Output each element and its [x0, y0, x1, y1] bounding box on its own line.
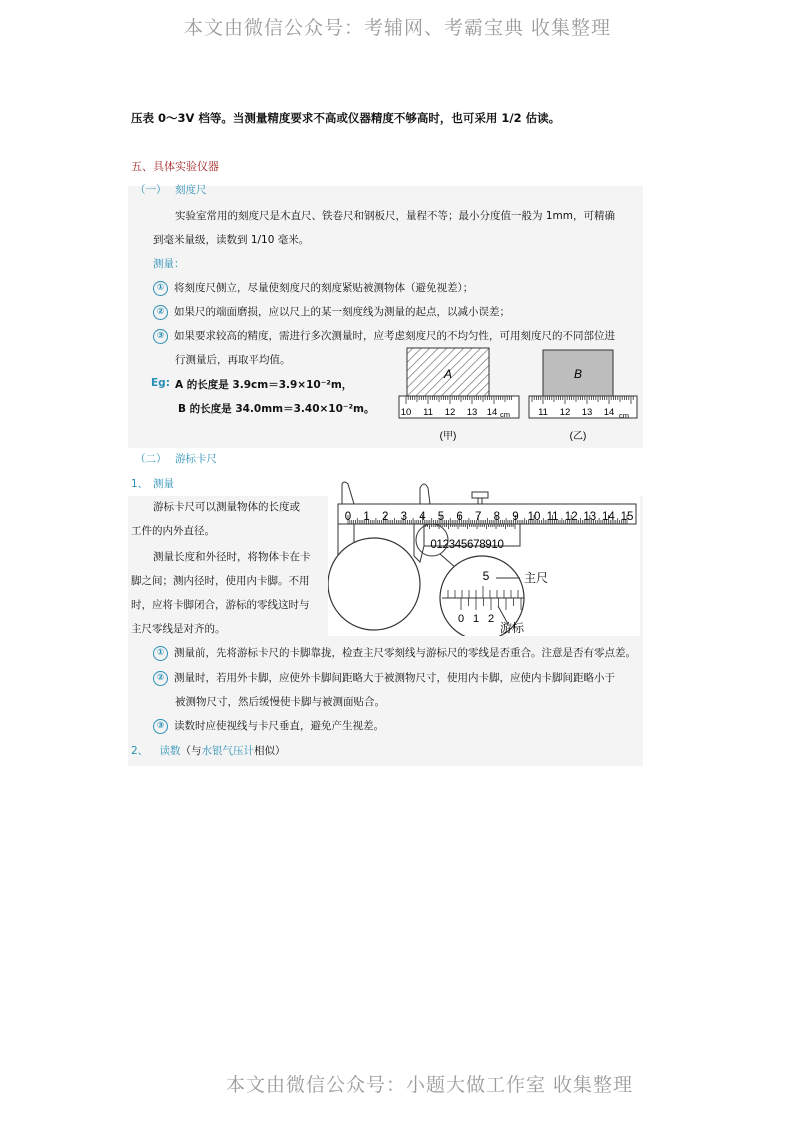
zoom-vernier-number: 2	[487, 613, 495, 625]
main-scale-number: 4	[419, 511, 426, 523]
step-text: 测量时，若用外卡脚，应使外卡脚间距略大于被测物尺寸，使用内卡脚，应使内卡脚间距略小于	[174, 672, 615, 684]
main-scale-number: 8	[493, 511, 501, 523]
main-scale-number: 5	[437, 511, 445, 523]
section-title: 五、具体实验仪器	[131, 160, 219, 173]
step-number: ②	[153, 305, 168, 320]
caliper-sub2: 读数	[159, 745, 181, 757]
main-scale-number: 7	[474, 511, 482, 523]
barometer-link[interactable]: 水银气压计	[201, 745, 255, 757]
caliper-step-1	[153, 645, 636, 661]
tick-label: 11	[423, 407, 433, 418]
step-number: ②	[153, 671, 168, 686]
vernier-caliper-figure	[328, 476, 640, 636]
eg-a: A 的长度是 3.9cm＝3.9×10⁻²m，	[175, 379, 353, 391]
main-scale-number: 1	[363, 511, 370, 523]
step-number: ①	[153, 646, 168, 661]
intro-line: 压表 0～3V 档等。当测量精度要求不高或仪器精度不够高时，也可采用 1/2 估读。	[131, 111, 561, 125]
caption-jia: (甲)	[439, 431, 457, 442]
step-number: ③	[153, 329, 168, 344]
block-b-label: B	[573, 367, 583, 381]
main-scale-number: 3	[400, 511, 408, 523]
main-scale-number: 11	[546, 511, 559, 523]
caliper-heading-num: （二）	[135, 453, 167, 465]
main-scale-number: 13	[583, 511, 597, 523]
caliper-para1-line1: 游标卡尺可以测量物体的长度或	[153, 501, 300, 513]
tick-label: 13	[466, 407, 478, 418]
unit-label: cm	[500, 410, 510, 419]
caliper-para2-line2: 脚之间；测内径时，使用内卡脚。不用	[131, 575, 310, 587]
block-a-label: A	[443, 367, 453, 381]
step-text: 如果尺的端面磨损，应以尺上的某一刻度线为测量的起点，以减小误差；	[174, 306, 510, 318]
caliper-step-3	[153, 718, 384, 734]
caliper-para1-line2: 工件的内外直径。	[131, 525, 215, 537]
main-scale-number: 14	[602, 511, 615, 523]
measured-object	[328, 538, 420, 630]
label-vernier: 游标	[500, 621, 525, 635]
caliper-para2-line4: 主尺零线是对齐的。	[131, 623, 226, 635]
eg-b: B 的长度是 34.0mm＝3.40×10⁻²m。	[178, 403, 375, 415]
unit-label: cm	[619, 411, 629, 420]
caliper-step-2	[153, 670, 615, 686]
tick-label: 12	[444, 407, 456, 418]
main-scale-number: 10	[527, 511, 541, 523]
caliper-sub2-line	[131, 743, 286, 758]
ruler-step-2	[153, 304, 510, 320]
caption-yi: (乙)	[569, 431, 587, 442]
ruler-measure-label: 测量：	[153, 258, 185, 270]
zoom-main-number: 5	[482, 569, 490, 583]
tick-label: 11	[538, 407, 548, 418]
step-text: 读数时应使视线与卡尺垂直，避免产生视差。	[174, 720, 384, 732]
main-scale-number: 15	[620, 511, 634, 523]
caliper-sub1-num: 1、	[131, 478, 149, 490]
tick-label: 14	[486, 407, 498, 418]
caliper-para2-line3: 时，应将卡脚闭合，游标的零线这时与	[131, 599, 310, 611]
label-main-scale: 主尺	[524, 571, 549, 585]
main-scale-number: 9	[512, 511, 519, 523]
zoom-vernier-number: 0	[457, 613, 465, 625]
caliper-sub2-paren-close: 相似）	[254, 745, 286, 757]
ruler-step-1	[153, 280, 473, 296]
step-text: 测量前，先将游标卡尺的卡脚靠拢，检查主尺零刻线与游标尺的零线是否重合。注意是否有零点差。	[174, 647, 636, 659]
main-scale-number: 2	[381, 511, 389, 523]
vernier-numbers: 012345678910	[430, 539, 504, 551]
step-text: 将刻度尺侧立，尽量使刻度尺的刻度紧贴被测物体（避免视差）；	[174, 282, 474, 294]
main-scale-number: 12	[564, 511, 578, 523]
ruler-heading: 刻度尺	[175, 184, 207, 196]
step-number: ①	[153, 281, 168, 296]
step-text: 如果要求较高的精度，需进行多次测量时，应考虑刻度尺的不均匀性，可用刻度尺的不同部位进	[174, 330, 615, 342]
tick-label: 13	[581, 407, 593, 418]
tick-label: 10	[400, 407, 412, 418]
caliper-sub2-paren-open: （与	[180, 745, 202, 757]
tick-label: 14	[603, 407, 615, 418]
ruler-desc-line1: 实验室常用的刻度尺是木直尺、铁卷尺和钢板尺，量程不等；最小分度值一般为 1mm，可精确	[175, 210, 615, 222]
caliper-heading: 游标卡尺	[175, 453, 217, 465]
main-scale-number: 0	[344, 511, 352, 523]
ruler-heading-num: （一）	[135, 184, 167, 196]
tick-label: 12	[559, 407, 571, 418]
eg-label: Eg:	[151, 377, 170, 389]
watermark-top: 本文由微信公众号：考辅网、考霸宝典 收集整理	[184, 17, 612, 39]
ruler-step-3-cont: 行测量后，再取平均值。	[175, 354, 291, 366]
caliper-step-2-cont: 被测物尺寸，然后缓慢使卡脚与被测面贴合。	[175, 696, 385, 708]
step-number: ③	[153, 719, 168, 734]
main-scale-number: 6	[456, 511, 463, 523]
caliper-sub2-num: 2、	[131, 745, 149, 757]
ruler-desc-line2: 到毫米量级，读数到 1/10 毫米。	[153, 234, 310, 246]
watermark-bottom: 本文由微信公众号：小题大做工作室 收集整理	[226, 1074, 634, 1096]
lock-screw	[472, 492, 488, 498]
ruler-figures	[393, 342, 643, 448]
caliper-sub1: 测量	[153, 478, 174, 490]
zoom-vernier-number: 1	[472, 613, 480, 625]
caliper-para2-line1: 测量长度和外径时，将物体卡在卡	[153, 551, 311, 563]
